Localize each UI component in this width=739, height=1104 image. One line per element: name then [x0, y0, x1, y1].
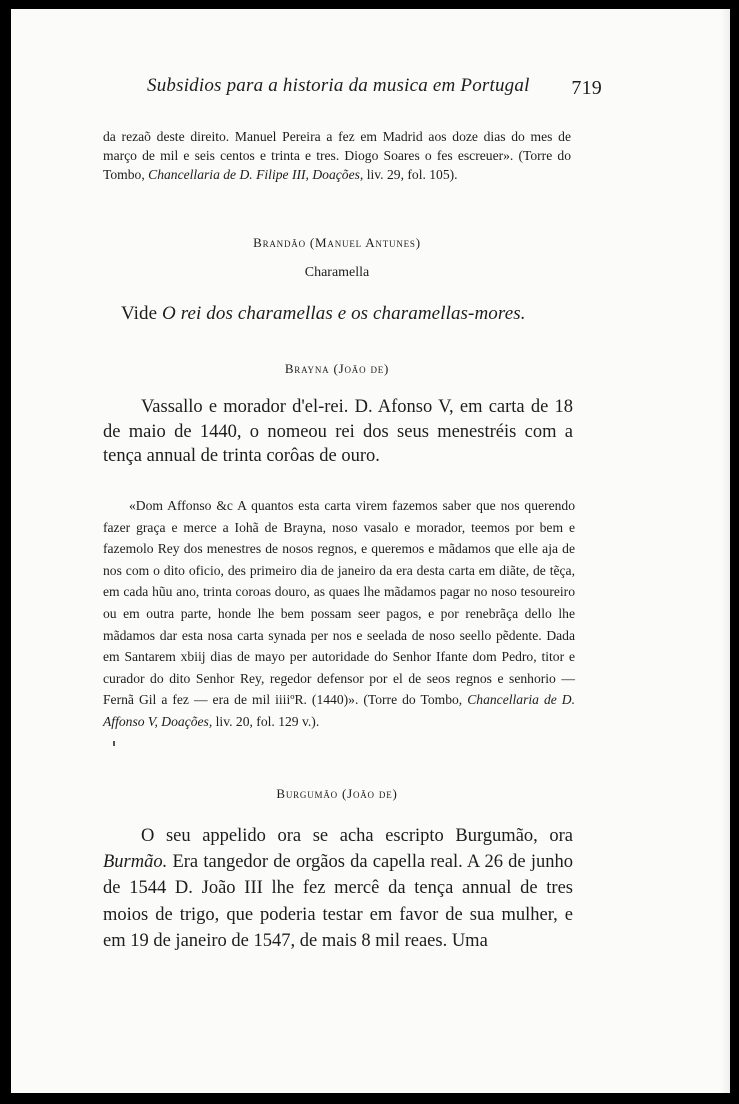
entry-heading-burgumao: Burgumão (João de): [276, 786, 398, 801]
entry-text-brayna: [103, 395, 573, 469]
vide-reference: [121, 303, 526, 325]
quote-source-italic: Chancellaria de D. Affonso V, Doações,: [103, 692, 575, 729]
running-title: Subsidios para a historia da musica em Portugal: [147, 75, 530, 96]
running-header: [147, 75, 602, 109]
book-page: [11, 9, 730, 1093]
intro-source-italic: Chancellaria de D. Filipe III, Doações,: [148, 166, 364, 182]
page-edge-shadow: [721, 9, 730, 1093]
burgumao-italic-name: Burmão.: [103, 852, 168, 873]
vide-title: O rei dos charamellas e os charamellas-mores.: [162, 303, 526, 324]
quote-body: «Dom Affonso &c A quantos esta carta virem fazemos saber que nos querendo fazer graça e merce a Iohã de Brayna, noso vasalo e morador, teemos por bem e fazemolo Rey dos menestres de nosos regnos, e queremos e mãdamos que elle aja de nos com o dito oficio, des primeiro dia de janeiro da era desta carta em diãte, de tẽça, em cada hũu ano, trinta coroas douro, as quaes lhe mãdamos pagar no noso tesoureiro ou em outra parte, honde lhe bem possam seer pagos, e por renebrãça dello lhe mãdamos dar esta nosa carta synada per nos e seelada de noso seello pẽdente. Dada em Santarem xbiij dias de mayo per autoridade do Senhor Ifante dom Pedro, titor e curador do dito Senhor Rey, regedor defensor por el de seos regnos e senhorio — Fernã Gil a fez — era de mil iiiiºR. (1440)». (Torre do Tombo,: [103, 498, 575, 708]
vide-prefix: Vide: [121, 303, 163, 324]
intro-source-tail: liv. 29, fol. 105).: [363, 166, 458, 182]
entry-text-burgumao: [103, 823, 573, 954]
burgumao-text-rest: Era tangedor de orgãos da capella real. A 26 de junho de 1544 D. João III lhe fez mercê da tença annual de tres moios de trigo, que poderia testar em favor de sua mulher, e em 19 de janeiro de 1547, de mais 8 mil reaes. Uma: [103, 852, 573, 951]
intro-paragraph: [103, 128, 571, 184]
quote-source-tail: liv. 20, fol. 129 v.).: [212, 713, 320, 729]
intro-text: da rezaõ deste direito. Manuel Pereira a fez em Madrid aos doze dias do mes de março de mil e seis centos e trinta e tres. Diogo Soares o fes escreuer». (Torre do Tombo,: [103, 129, 571, 182]
page-number: 719: [571, 77, 602, 99]
burgumao-text-start: O seu appelido ora se acha escripto Burgumão, ora: [141, 826, 573, 846]
entry-heading-brandao: Brandão (Manuel Antunes): [253, 235, 421, 250]
document-quote-brayna: [103, 495, 575, 733]
entry-subheading-brandao: Charamella: [304, 265, 370, 280]
ink-mark: [113, 741, 115, 746]
entry-heading-brayna: Brayna (João de): [284, 361, 390, 376]
brayna-paragraph: Vassallo e morador d'el-rei. D. Afonso V, em carta de 18 de maio de 1440, o nomeou rei dos seus menestréis com a tença annual de trinta corôas de ouro.: [103, 397, 573, 466]
